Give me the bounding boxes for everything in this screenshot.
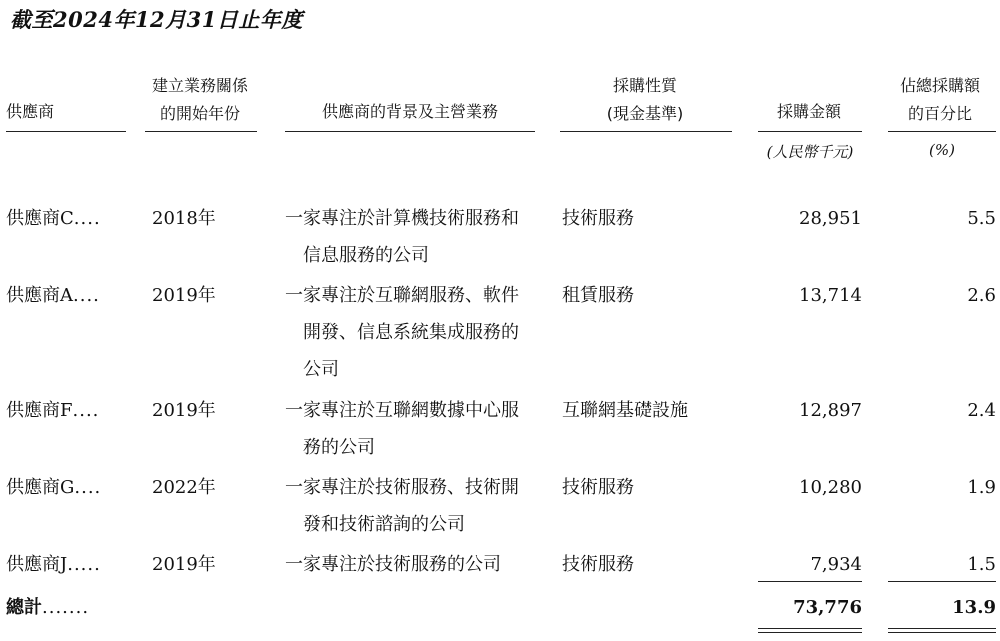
purchase-nature: 技術服務 [562, 208, 634, 229]
header-rule-background [285, 131, 535, 132]
supplier-name: 供應商G [6, 477, 75, 498]
header-rule-nature [560, 131, 732, 132]
leader-dots: .... [74, 477, 102, 498]
header-background: 供應商的背景及主營業務 [321, 102, 498, 121]
header-rule-start-year [145, 131, 257, 132]
header-start-year-line1: 建立業務關係 [151, 76, 248, 95]
purchase-nature: 技術服務 [562, 554, 634, 575]
header-rule-supplier [6, 131, 126, 132]
double-rule-amount-top [758, 628, 862, 629]
total-pct: 13.9 [952, 597, 996, 618]
header-pct-line2: 的百分比 [907, 104, 972, 123]
background-line: 信息服務的公司 [303, 245, 429, 266]
leader-dots: .... [73, 208, 101, 229]
background-line: 一家專注於計算機技術服務和 [285, 208, 519, 229]
supplier-name: 供應商J [6, 554, 68, 575]
start-year: 2019年 [152, 554, 216, 575]
purchase-pct: 5.5 [967, 208, 996, 229]
header-nature-line2: (現金基準) [606, 104, 684, 123]
leader-dots: .... [72, 400, 100, 421]
total-amount: 73,776 [793, 597, 862, 618]
purchase-amount: 13,714 [799, 285, 862, 306]
start-year: 2019年 [152, 400, 216, 421]
supplier-name: 供應商C [6, 208, 74, 229]
purchase-nature: 互聯網基礎設施 [562, 400, 688, 421]
double-rule-pct-bottom [888, 632, 996, 633]
purchase-nature: 租賃服務 [562, 285, 634, 306]
subtotal-rule-pct [888, 581, 996, 582]
background-line: 發和技術諮詢的公司 [303, 514, 465, 535]
header-nature-line1: 採購性質 [612, 76, 677, 95]
header-supplier: 供應商 [6, 102, 55, 121]
background-line: 一家專注於技術服務的公司 [285, 554, 501, 575]
purchase-amount: 12,897 [799, 400, 862, 421]
purchase-nature: 技術服務 [562, 477, 634, 498]
purchase-amount: 10,280 [799, 477, 862, 498]
background-line: 務的公司 [303, 437, 375, 458]
header-rule-amount [758, 131, 862, 132]
table-title: 截至2024年12月31日止年度 [10, 7, 303, 32]
header-rule-pct [888, 131, 996, 132]
purchase-pct: 1.9 [967, 477, 996, 498]
header-amount: 採購金額 [776, 102, 841, 121]
start-year: 2019年 [152, 285, 216, 306]
subtotal-rule-amount [758, 581, 862, 582]
leader-dots: ....... [42, 597, 90, 618]
unit-pct: (%) [929, 141, 955, 159]
header-pct-line1: 佔總採購額 [899, 76, 980, 95]
purchase-amount: 7,934 [810, 554, 862, 575]
supplier-name: 供應商A [6, 285, 73, 306]
background-line: 一家專注於互聯網服務、軟件 [285, 285, 519, 306]
background-line: 一家專注於互聯網數據中心服 [285, 400, 519, 421]
background-line: 公司 [303, 359, 339, 380]
purchase-pct: 1.5 [967, 554, 996, 575]
start-year: 2018年 [152, 208, 216, 229]
total-label: 總計 [6, 597, 42, 618]
background-line: 一家專注於技術服務、技術開 [285, 477, 519, 498]
background-line: 開發、信息系統集成服務的 [303, 322, 519, 343]
purchase-pct: 2.6 [967, 285, 996, 306]
double-rule-amount-bottom [758, 632, 862, 633]
purchase-amount: 28,951 [799, 208, 862, 229]
double-rule-pct-top [888, 628, 996, 629]
purchase-pct: 2.4 [967, 400, 996, 421]
leader-dots: .... [73, 285, 100, 306]
unit-amount: (人民幣千元) [766, 143, 854, 161]
header-start-year-line2: 的開始年份 [159, 104, 240, 123]
start-year: 2022年 [152, 477, 216, 498]
supplier-name: 供應商F [6, 400, 73, 421]
leader-dots: ..... [67, 554, 101, 575]
